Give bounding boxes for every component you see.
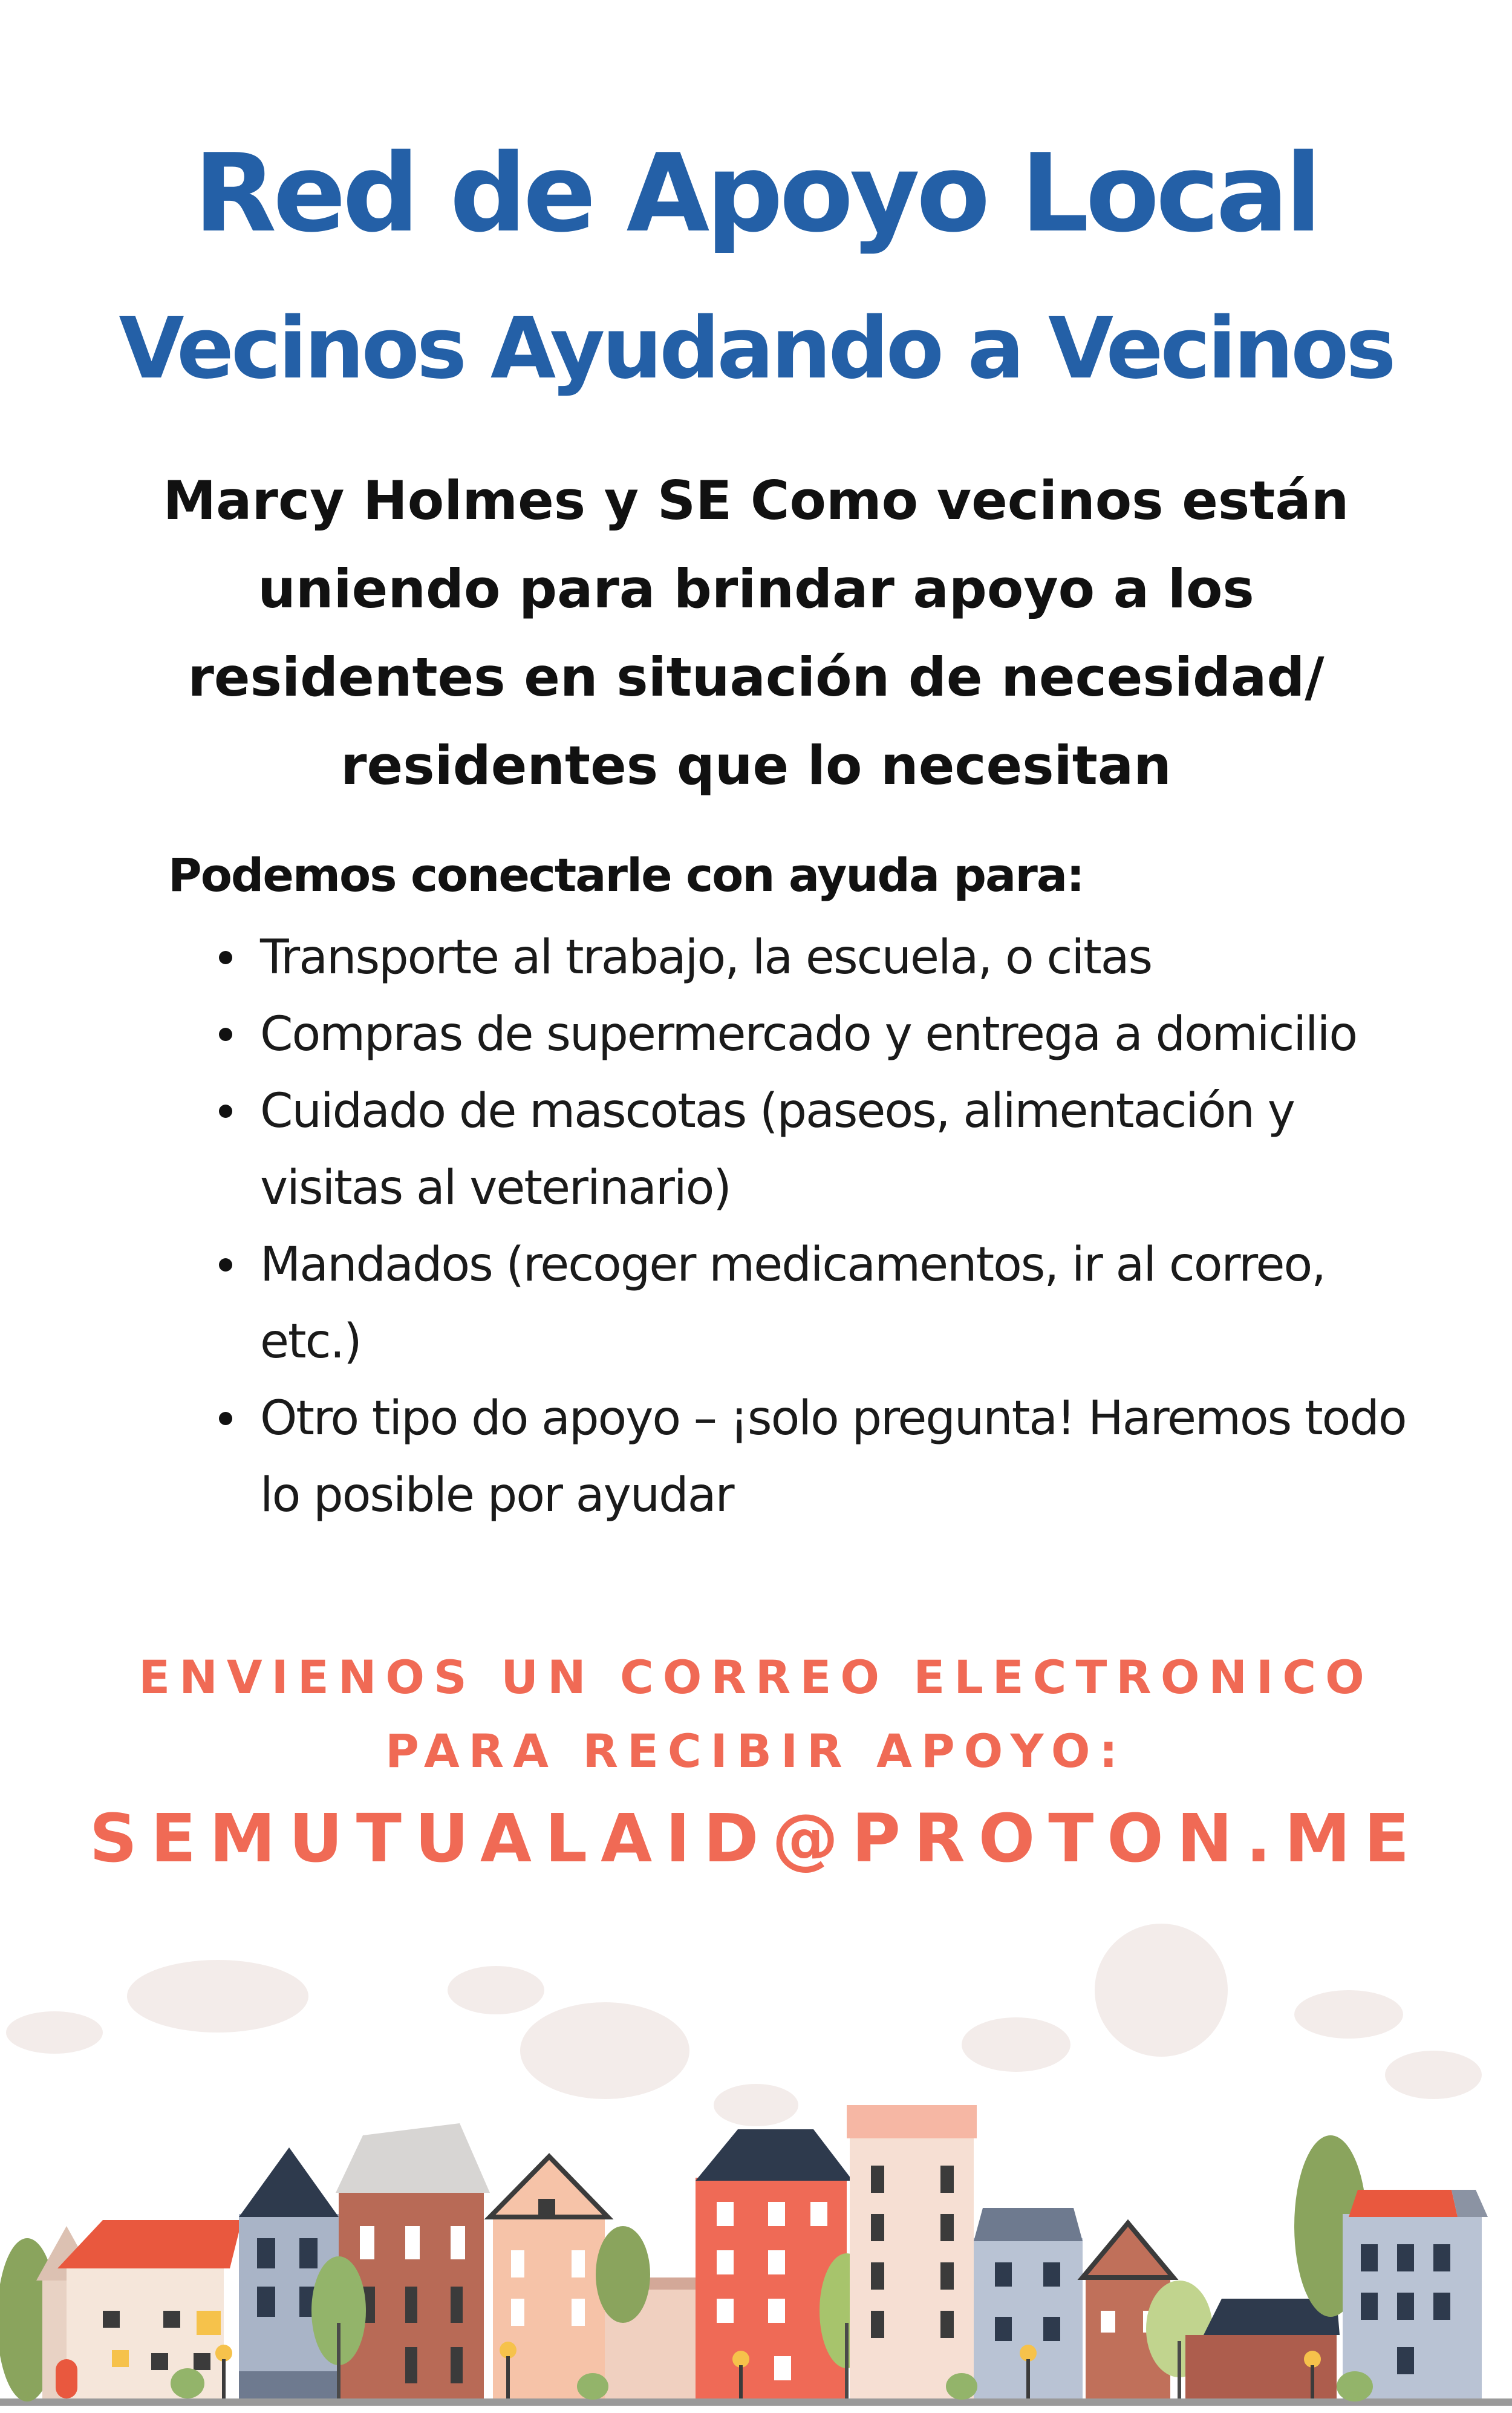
contact-line-1: ENVIENOS UN CORREO ELECTRONICO: [138, 1650, 1374, 1704]
service-item: Mandados (recoger medicamentos, ir al correo, etc.): [260, 1227, 1409, 1380]
service-item: Otro tipo do apoyo – ¡solo pregunta! Haremos todo lo posible por ayudar: [260, 1380, 1409, 1534]
contact-email[interactable]: SEMUTUALAID@PROTON.ME: [89, 1800, 1423, 1877]
services-heading: Podemos conectarle con ayuda para:: [168, 848, 1084, 902]
cloud-shapes: [6, 1924, 1482, 2126]
intro-paragraph: Marcy Holmes y SE Como vecinos están uniendo para brindar apoyo a los residentes en situación de necesidad/ residentes que lo necesitan: [163, 469, 1349, 797]
service-item: Cuidado de mascotas (paseos, alimentación y visitas al veterinario): [260, 1073, 1409, 1227]
flyer-title: Red de Apoyo Local: [194, 131, 1318, 256]
contact-line-2: PARA RECIBIR APOYO:: [385, 1724, 1127, 1778]
flyer-subtitle: Vecinos Ayudando a Vecinos: [119, 299, 1393, 398]
service-item: Transporte al trabajo, la escuela, o citas: [260, 919, 1409, 996]
services-list: [260, 919, 1409, 1534]
town-illustration: [0, 1924, 1512, 2413]
service-item: Compras de supermercado y entrega a domicilio: [260, 996, 1409, 1073]
